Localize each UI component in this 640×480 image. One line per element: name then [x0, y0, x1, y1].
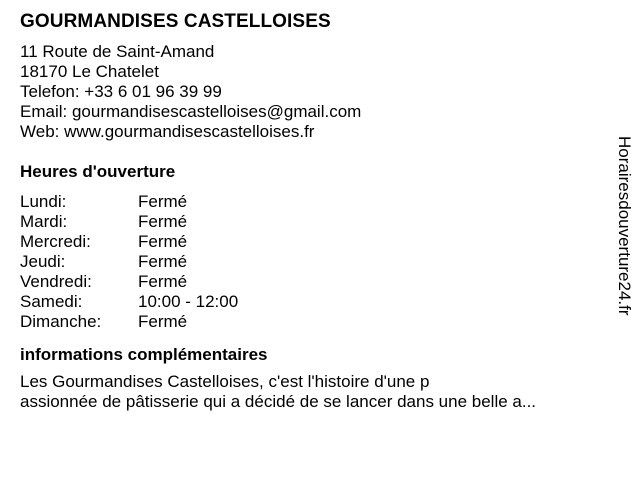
hours-row-sunday — [20, 312, 610, 332]
opening-hours-heading: Heures d'ouverture — [20, 162, 176, 181]
web-line: Web: www.gourmandisescastelloises.fr — [20, 122, 315, 141]
address-line-1: 11 Route de Saint-Amand — [20, 42, 215, 61]
hours-value: 10:00 - 12:00 — [138, 292, 239, 311]
hours-day: Mardi: — [20, 212, 68, 231]
hours-row-saturday — [20, 292, 610, 312]
hours-day: Mercredi: — [20, 232, 91, 251]
hours-value: Fermé — [138, 212, 188, 231]
hours-value: Fermé — [138, 312, 188, 331]
hours-value: Fermé — [138, 272, 188, 291]
opening-hours-table — [20, 192, 610, 332]
hours-day: Samedi: — [20, 292, 83, 311]
phone-line: Telefon: +33 6 01 96 39 99 — [20, 82, 222, 101]
address-line-2: 18170 Le Chatelet — [20, 62, 159, 81]
hours-row-tuesday — [20, 212, 610, 232]
hours-day: Lundi: — [20, 192, 67, 211]
additional-info-heading: informations complémentaires — [20, 345, 268, 364]
hours-day: Dimanche: — [20, 312, 102, 331]
hours-value: Fermé — [138, 252, 188, 271]
site-watermark: Horairesdouverture24.fr — [615, 136, 634, 316]
hours-value: Fermé — [138, 232, 188, 251]
hours-row-monday — [20, 192, 610, 212]
hours-row-thursday — [20, 252, 610, 272]
business-name: GOURMANDISES CASTELLOISES — [20, 11, 331, 32]
email-line: Email: gourmandisescastelloises@gmail.com — [20, 102, 362, 121]
hours-day: Vendredi: — [20, 272, 92, 291]
hours-row-wednesday — [20, 232, 610, 252]
business-description: Les Gourmandises Castelloises, c'est l'histoire d'une p assionnée de pâtisserie qui a décidé de se lancer dans une belle a... — [20, 372, 537, 411]
hours-row-friday — [20, 272, 610, 292]
hours-day: Jeudi: — [20, 252, 66, 271]
hours-value: Fermé — [138, 192, 188, 211]
business-card — [20, 10, 610, 412]
